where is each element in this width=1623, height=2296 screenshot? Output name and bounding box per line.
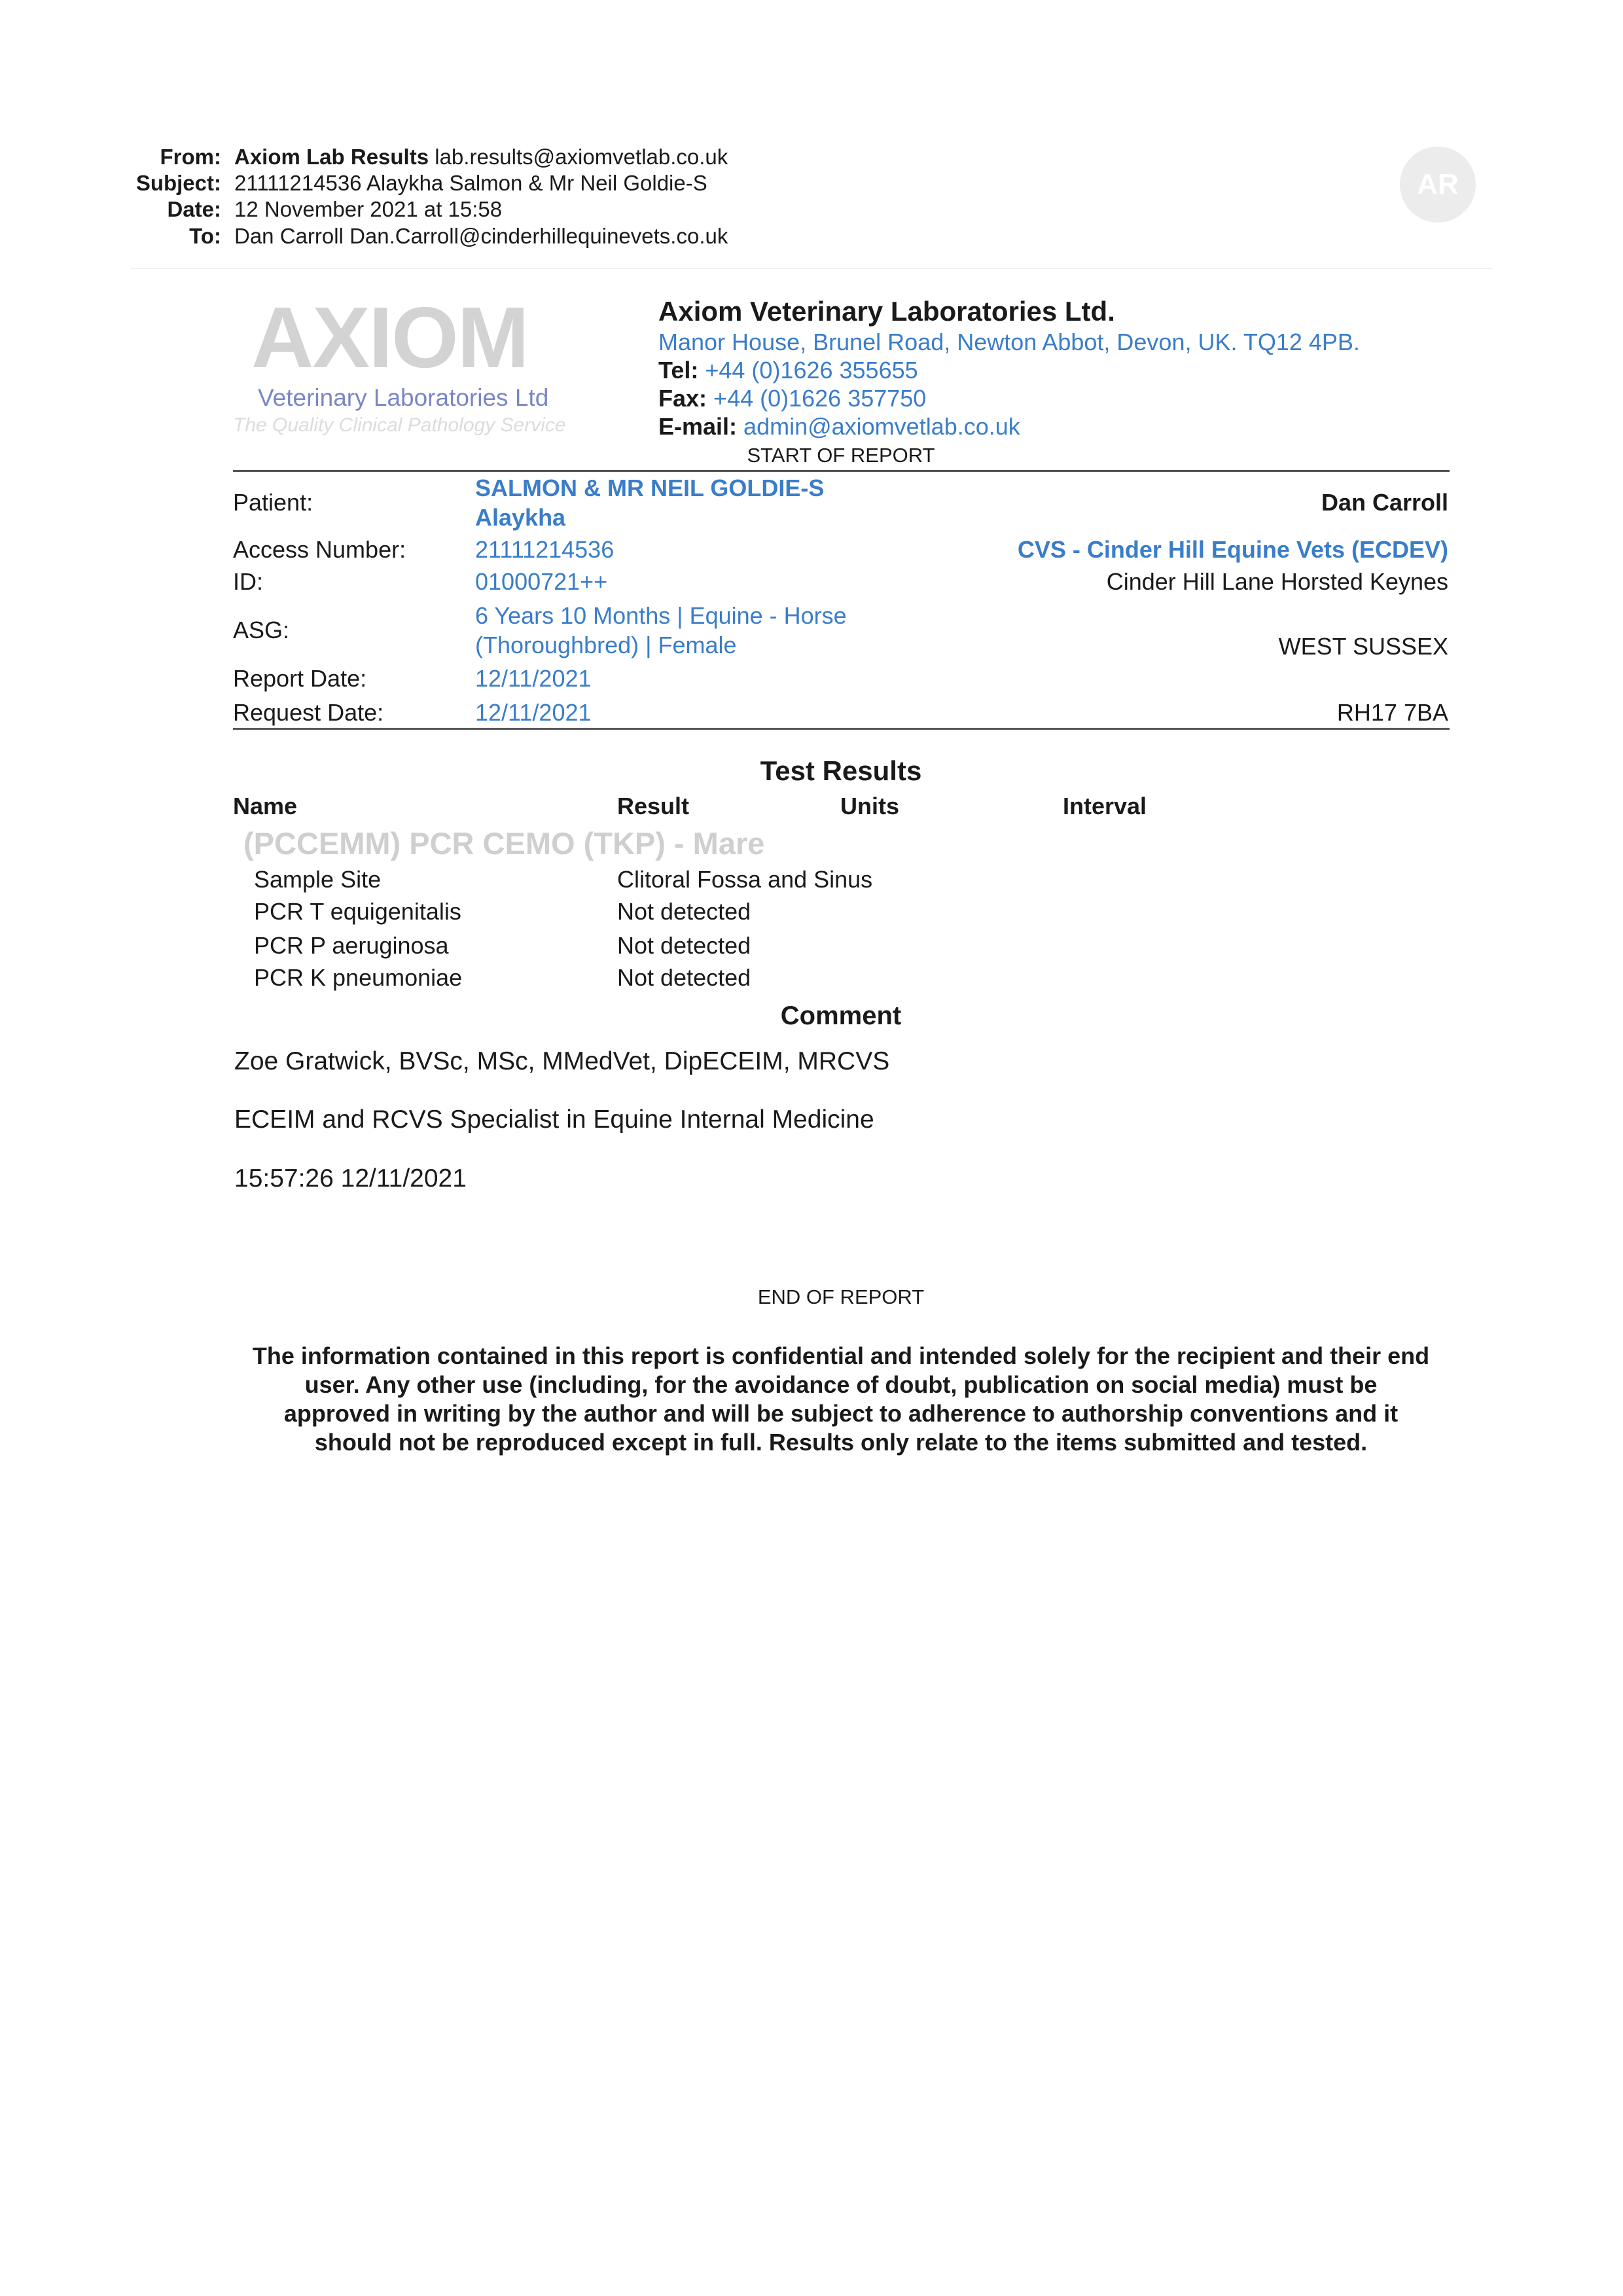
result-name: PCR P aeruginosa (254, 932, 449, 959)
from-label: From: (160, 145, 221, 169)
report-date-value: 12/11/2021 (475, 665, 592, 692)
asg-label: ASG: (233, 617, 290, 643)
disclaimer-line: user. Any other use (including, for the avoidance of doubt, publication on social media) must be (304, 1371, 1378, 1398)
result-name: PCR K pneumoniae (254, 964, 463, 991)
tel-label: Tel: (658, 357, 699, 384)
end-of-report: END OF REPORT (757, 1285, 925, 1308)
from-address: lab.results@axiomvetlab.co.uk (435, 145, 728, 169)
practice-postcode: RH17 7BA (1336, 699, 1448, 726)
panel-name: (PCCEMM) PCR CEMO (TKP) - Mare (243, 826, 765, 861)
axiom-logo: AXIOM (251, 289, 528, 386)
report-date-label: Report Date: (233, 665, 367, 692)
result-value: Not detected (617, 932, 751, 959)
to-field (234, 223, 728, 249)
logo-tagline: The Quality Clinical Pathology Service (233, 414, 566, 436)
result-value: Clitoral Fossa and Sinus (617, 866, 873, 893)
logo-subtitle: Veterinary Laboratories Ltd (258, 384, 549, 411)
rule-bottom (233, 728, 1450, 730)
email-link[interactable]: admin@axiomvetlab.co.uk (743, 413, 1020, 440)
disclaimer-line: should not be reproduced except in full. Results only relate to the items submitted and tested. (314, 1429, 1368, 1456)
comment-timestamp: 15:57:26 12/11/2021 (234, 1164, 467, 1193)
asg-line2: (Thoroughbred) | Female (475, 632, 737, 658)
patient-name-line1: SALMON & MR NEIL GOLDIE-S (475, 475, 825, 501)
from-name: Axiom Lab Results (234, 145, 429, 169)
fax-value: +44 (0)1626 357750 (713, 385, 927, 412)
subject-value: 21111214536 Alaykha Salmon & Mr Neil Goldie-S (234, 171, 707, 195)
vet-name: Dan Carroll (1321, 489, 1448, 516)
fax-label: Fax: (658, 385, 707, 412)
practice-address: Cinder Hill Lane Horsted Keynes (1106, 568, 1448, 595)
date-label: Date: (167, 197, 221, 221)
asg-line1: 6 Years 10 Months | Equine - Horse (475, 602, 847, 629)
test-results-title: Test Results (760, 755, 922, 786)
lab-address: Manor House, Brunel Road, Newton Abbot, Devon, UK. TQ12 4PB. (658, 329, 1360, 355)
date-value: 12 November 2021 at 15:58 (234, 197, 503, 221)
result-value: Not detected (617, 898, 751, 925)
to-name: Dan Carroll (234, 224, 344, 248)
col-interval: Interval (1063, 793, 1147, 819)
lab-name: Axiom Veterinary Laboratories Ltd. (658, 296, 1115, 327)
patient-name-line2: Alaykha (475, 504, 566, 531)
practice-county: WEST SUSSEX (1278, 633, 1448, 660)
request-date-label: Request Date: (233, 699, 384, 726)
start-of-report: START OF REPORT (747, 444, 935, 467)
result-name: Sample Site (254, 866, 382, 893)
result-value: Not detected (617, 964, 751, 991)
rule-top (233, 470, 1450, 472)
practice-name: CVS - Cinder Hill Equine Vets (ECDEV) (1017, 536, 1448, 563)
from-field (234, 144, 728, 170)
divider (131, 268, 1492, 269)
comment-title: Comment (780, 1001, 902, 1030)
avatar: AR (1400, 147, 1476, 223)
col-units: Units (840, 793, 899, 819)
id-label: ID: (233, 568, 264, 595)
access-value: 21111214536 (475, 536, 615, 563)
tel-value: +44 (0)1626 355655 (705, 357, 918, 384)
comment-title-line: ECEIM and RCVS Specialist in Equine Internal Medicine (234, 1105, 874, 1134)
result-name: PCR T equigenitalis (254, 898, 461, 925)
access-label: Access Number: (233, 536, 406, 563)
col-result: Result (617, 793, 690, 819)
request-date-value: 12/11/2021 (475, 699, 592, 726)
disclaimer-line: The information contained in this report is confidential and intended solely for the recipient and their end (252, 1342, 1430, 1369)
subject-label: Subject: (135, 171, 221, 195)
to-label: To: (189, 224, 221, 248)
to-address: Dan.Carroll@cinderhillequinevets.co.uk (349, 224, 728, 248)
col-name: Name (233, 793, 298, 819)
patient-label: Patient: (233, 489, 313, 516)
id-value: 01000721++ (475, 568, 608, 595)
comment-signatory: Zoe Gratwick, BVSc, MSc, MMedVet, DipECEIM, MRCVS (234, 1047, 890, 1075)
disclaimer-line: approved in writing by the author and will be subject to adherence to authorship conventions and it (283, 1400, 1399, 1427)
email-label: E-mail: (658, 413, 738, 440)
